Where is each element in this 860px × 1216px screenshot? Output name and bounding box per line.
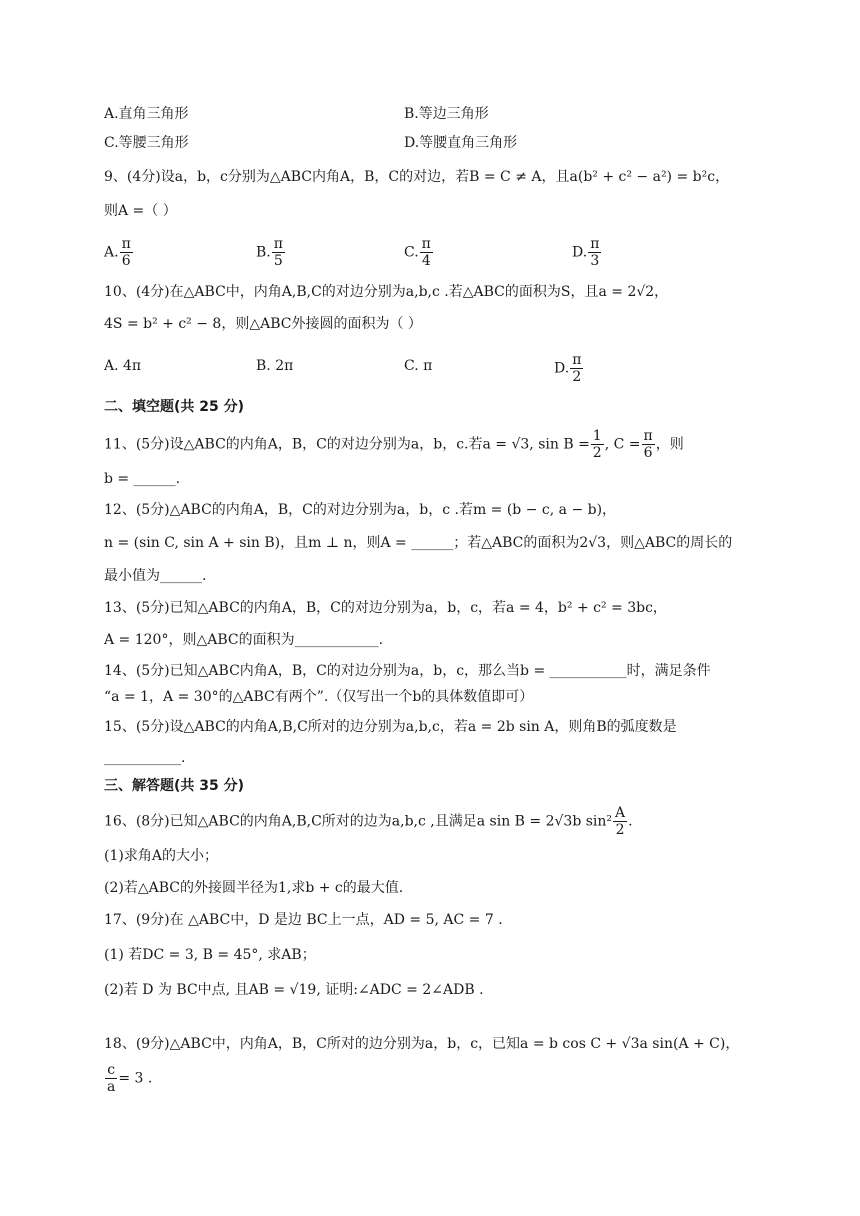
q15-text-line1: 15、(5分)设△ABC的内角A,B,C所对的边分别为a,b,c，若a = 2b sin A，则角B的弧度数是 (104, 719, 677, 735)
frac-den: 3 (590, 253, 600, 269)
frac-num: 1 (592, 428, 602, 444)
frac-den: 5 (273, 253, 283, 269)
q9-option-d (572, 236, 602, 269)
q16-text-line1 (104, 805, 633, 838)
q10-option-c: C. π (404, 358, 433, 374)
frac-den: 2 (592, 445, 602, 461)
section-solve-heading: 三、解答题(共 35 分) (104, 778, 245, 794)
q14-text-line1: 14、(5分)已知△ABC内角A，B，C的对边分别为a，b，c，那么当b = ___________时，满足条件 (104, 663, 711, 679)
q10-text-line2: 4S = b² + c² − 8，则△ABC外接圆的面积为（ ） (104, 316, 422, 332)
q11-text-a: 11、(5分)设△ABC的内角A，B，C的对边分别为a，b，c.若a = √3, sin B = (104, 436, 590, 453)
q8-option-a: A.直角三角形 (104, 106, 189, 122)
q11-text-line1 (104, 428, 684, 461)
q12-text-line2: n = (sin C, sin A + sin B)，且m ⊥ n，则A = ______；若△ABC的面积为2√3，则△ABC的周长的 (104, 535, 733, 551)
q8-option-b: B.等边三角形 (404, 106, 489, 122)
q12-text-line1: 12、(5分)△ABC的内角A，B，C的对边分别为a，b，c .若m = (b − c, a − b)， (104, 502, 617, 518)
q18-text-line2 (104, 1062, 152, 1095)
q8-option-d: D.等腰直角三角形 (404, 135, 518, 151)
q16-text-a: 16、(8分)已知△ABC的内角A,B,C所对的边为a,b,c ,且满足a sin B = 2√3b sin² (104, 813, 613, 830)
option-prefix: D. (554, 360, 570, 377)
frac-num: A (615, 805, 626, 821)
q10-option-d (554, 352, 584, 385)
q14-text-line2: “a = 1，A = 30°的△ABC有两个”.（仅写出一个b的具体数值即可） (104, 689, 534, 705)
frac-num: c (105, 1062, 117, 1079)
frac-den: 6 (643, 445, 653, 461)
q15-text-line2: ___________. (104, 750, 186, 766)
q9-option-b (256, 236, 286, 269)
option-prefix: A. (104, 244, 119, 261)
q18-text-tail: = 3 . (118, 1070, 153, 1087)
frac-num: π (273, 236, 283, 252)
frac-den: 2 (615, 822, 625, 838)
q8-option-c: C.等腰三角形 (104, 135, 189, 151)
q17-part1: (1) 若DC = 3, B = 45°, 求AB； (104, 947, 316, 963)
q18-text-line1: 18、(9分)△ABC中，内角A，B，C所对的边分别为a，b，c，已知a = b cos C + √3a sin(A + C)， (104, 1036, 740, 1052)
frac-num: π (572, 352, 582, 368)
q17-part2: (2)若 D 为 BC中点, 且AB = √19, 证明:∠ADC = 2∠ADB . (104, 982, 484, 998)
q16-part1: (1)求角A的大小； (104, 848, 218, 864)
q10-option-b: B. 2π (256, 358, 294, 374)
q9-option-c (404, 236, 434, 269)
q17-text-line1: 17、(9分)在 △ABC中，D 是边 BC上一点，AD = 5, AC = 7 . (104, 912, 503, 928)
frac-den: 6 (121, 253, 131, 269)
q11-text-line2: b = ______. (104, 471, 181, 487)
q10-option-a: A. 4π (104, 358, 142, 374)
q9-text-line2: 则A =（ ） (104, 203, 177, 219)
section-fill-in-heading: 二、填空题(共 25 分) (104, 399, 245, 415)
q13-text-line1: 13、(5分)已知△ABC的内角A，B，C的对边分别为a，b，c，若a = 4，b² + c² = 3bc， (104, 600, 667, 616)
frac-num: π (121, 236, 131, 252)
q16-text-tail: . (628, 813, 633, 830)
option-prefix: D. (572, 244, 588, 261)
q9-option-a (104, 236, 134, 269)
q16-part2: (2)若△ABC的外接圆半径为1,求b + c的最大值. (104, 880, 404, 896)
frac-den: a (107, 1079, 116, 1095)
frac-num: π (421, 236, 431, 252)
frac-den: 4 (421, 253, 431, 269)
frac-num: π (590, 236, 600, 252)
option-prefix: B. (256, 244, 271, 261)
q10-text-line1: 10、(4分)在△ABC中，内角A,B,C的对边分别为a,b,c .若△ABC的面积为S，且a = 2√2， (104, 284, 669, 300)
option-prefix: C. (404, 244, 419, 261)
q11-text-mid: , C = (604, 436, 641, 453)
frac-den: 2 (572, 369, 582, 385)
frac-num: π (643, 428, 653, 444)
q9-text-line1: 9、(4分)设a，b，c分别为△ABC内角A，B，C的对边，若B = C ≠ A，且a(b² + c² − a²) = b²c， (104, 169, 730, 185)
q13-text-line2: A = 120°，则△ABC的面积为____________. (104, 632, 384, 648)
q12-text-line3: 最小值为______. (104, 568, 207, 584)
q11-text-tail: ，则 (655, 436, 684, 453)
